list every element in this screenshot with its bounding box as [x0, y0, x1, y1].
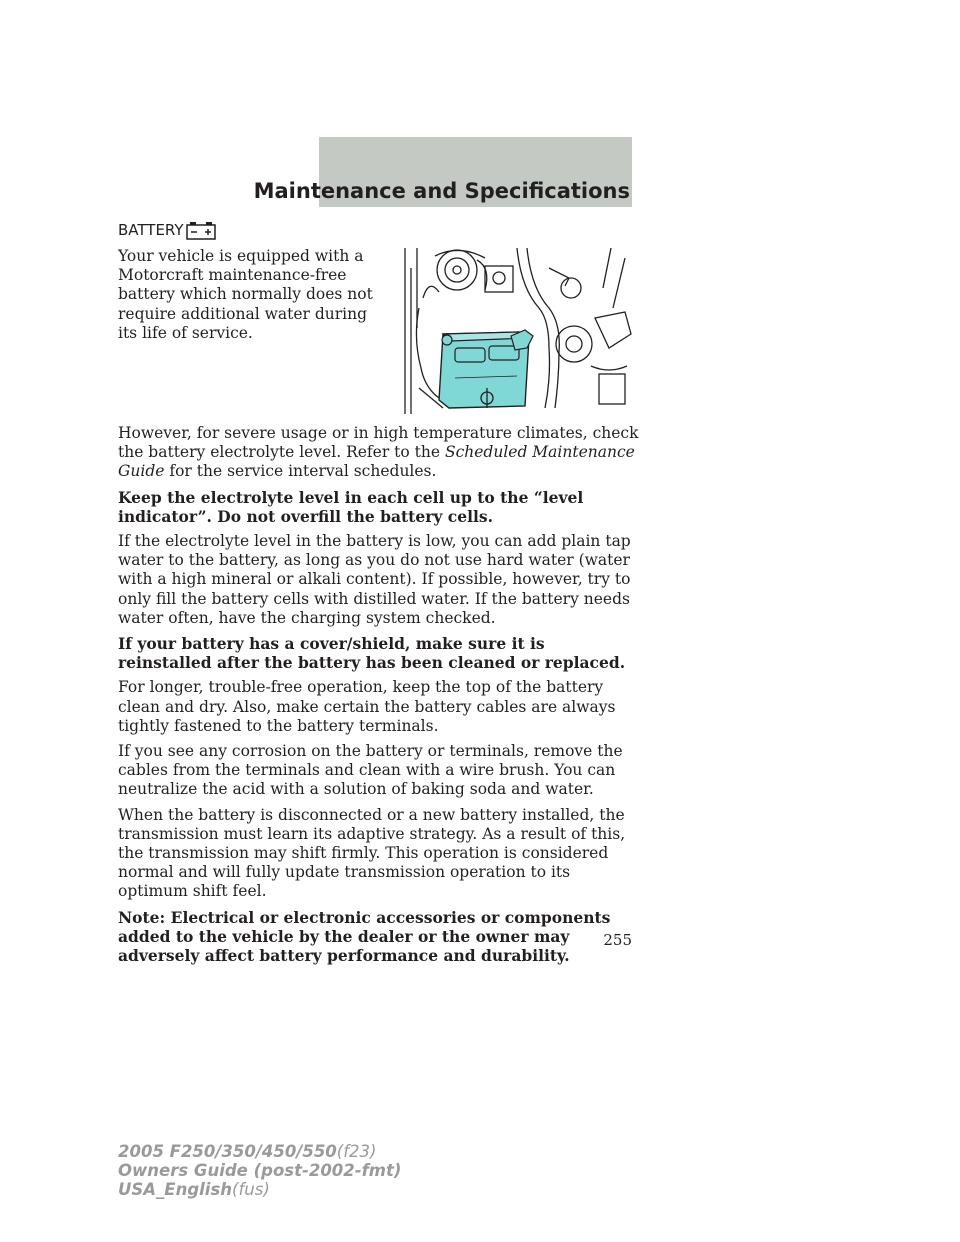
- scheduled-maintenance-guide-reference: Scheduled Maintenance Guide: [118, 443, 635, 481]
- footer-line-language: [118, 1180, 401, 1199]
- section-heading: [118, 221, 216, 244]
- paragraph-corrosion: If you see any corrosion on the battery or terminals, remove the cables from the terminals and clean with a wire brush. You can neutralize the acid with a solution of baking soda and water.: [118, 742, 623, 799]
- battery-shape: [439, 330, 533, 408]
- paragraph-accessories-note: Note: Electrical or electronic accessories or components added to the vehicle by the dealer or the owner may adversely affect battery performance and durability.: [118, 907, 611, 966]
- document-footer: [118, 1142, 401, 1199]
- footer-model: 2005 F250/350/450/550: [118, 1142, 337, 1161]
- body-text: [118, 424, 643, 971]
- battery-icon: [186, 222, 216, 244]
- paragraph-cover-shield-warning: If your battery has a cover/shield, make sure it is reinstalled after the battery has been cleaned or replaced.: [118, 634, 626, 673]
- footer-line-guide: [118, 1161, 401, 1180]
- header-band: [253, 137, 632, 207]
- paragraph-text: However, for severe usage or in high temperature climates, check the battery electrolyte level. Refer to the: [118, 424, 639, 462]
- footer-language-code: (fus): [232, 1180, 270, 1199]
- engine-compartment-battery-illustration: [399, 248, 633, 414]
- section-title: BATTERY: [118, 221, 184, 239]
- intro-paragraph: Your vehicle is equipped with a Motorcraft maintenance-free battery which normally does not require additional water during its life of service.: [118, 247, 373, 342]
- paragraph-text: for the service interval schedules.: [164, 462, 437, 481]
- page-number: 255: [603, 931, 632, 949]
- page-header-title: Maintenance and Specifications: [253, 179, 630, 203]
- paragraph-check-electrolyte: [118, 424, 643, 482]
- paragraph-add-water: If the electrolyte level in the battery is low, you can add plain tap water to the battery, as long as you do not use hard water (water with a high mineral or alkali content). If possible, however, try to only fill the battery cells with distilled water. If the battery needs water often, have the charging system checked.: [118, 532, 631, 627]
- paragraph-keep-clean: For longer, trouble-free operation, keep the top of the battery clean and dry. Also, make certain the battery cables are always tightly fastened to the battery terminals.: [118, 678, 616, 735]
- paragraph-electrolyte-level-warning: Keep the electrolyte level in each cell up to the “level indicator”. Do not overfill the battery cells.: [118, 487, 584, 526]
- footer-model-code: (f23): [336, 1142, 377, 1161]
- footer-language: USA_English: [118, 1180, 233, 1199]
- footer-line-model: [118, 1142, 401, 1161]
- footer-guide: Owners Guide (post-2002-fmt): [118, 1161, 402, 1180]
- paragraph-transmission-adaptive: When the battery is disconnected or a new battery installed, the transmission must learn its adaptive strategy. As a result of this, the transmission may shift firmly. This operation is considered normal and will fully update transmission operation to its optimum shift feel.: [118, 805, 626, 901]
